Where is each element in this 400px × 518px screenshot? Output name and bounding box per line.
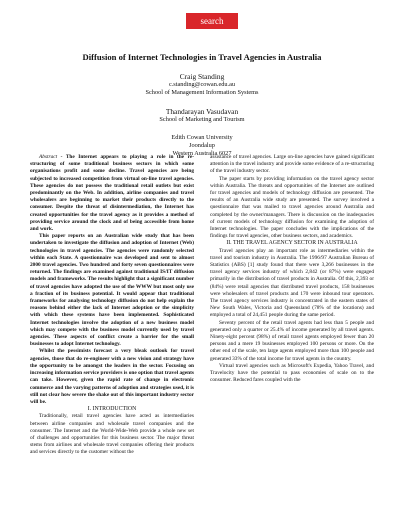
abstract-paragraph-2: This paper reports on an Australian wide study that has been undertaken to investigate the diffusion and adoption of Internet (Web) technologies in travel agencies. The agencies were randomly selected within each State. A questionnaire was developed and sent to almost 2000 travel agencies. Two hundred and forty seven questionnaires were returned. The findings are examined against traditional IS/IT diffusion models and frameworks. The results highlight that a significant number of travel agencies have adopted the use of the WWW but most only use a fraction of its business potential. It would appear that traditional frameworks for analysing technology diffusion do not help explain the reasons behind either the lack of Internet adoption or the simplicity with which these systems have been implemented. Sophisticated Internet technologies involve the adoption of a new business model which may compete with the business model currently used by travel agencies. These aspects of conflict create a barrier for the small businesses to adopt Internet technology.: [30, 233, 194, 348]
author-block-1: [30, 72, 374, 97]
institution-region: Western Australia 6027: [172, 150, 232, 157]
abstract-label: Abstract: [39, 154, 58, 160]
author-name-1: Craig Standing: [179, 72, 225, 81]
author-affiliation-2: School of Marketing and Tourism: [159, 116, 245, 123]
author-block-2: [30, 107, 374, 124]
section-heading-introduction: I. INTRODUCTION: [87, 406, 137, 413]
abstract-text-1: - The Internet appears to playing a role in the re-structuring of some traditional business sectors in which some organisations profit and some decline. Travel agencies are being subjected to increased competition from virtual on-line travel agencies. These agencies do not possess the traditional retail outlets but exist predominantly on the Web. In addition, airline companies and travel wholesalers are beginning to market their products directly to the consumer. Despite the threat of disintermediation, the Internet has created opportunities for the travel agency as it provides a method of providing service around the clock and of being accessible from home and work.: [30, 154, 194, 233]
paper-page: [30, 52, 374, 456]
right-paragraph-2: The paper starts by providing information on the travel agency sector within Australia. The threats and opportunities of the Internet are outlined for travel agencies and models of technology diffusion are presented. The results of an Australia wide study are presented. The survey involved a questionnaire that was mailed to travel agencies around Australia and completed by the owner/managers. There is discussion on the inadequacies of current models of technology diffusion for examining the adoption of Internet technologies. The paper concludes with the implications of the findings for travel agencies, other business sectors, and academics.: [210, 175, 374, 240]
author-affiliation-1: School of Management Information Systems: [145, 89, 259, 96]
paper-title: Diffusion of Internet Technologies in Travel Agencies in Australia: [82, 52, 322, 62]
search-button[interactable]: search: [186, 13, 238, 29]
abstract-paragraph-3: Whilst the pessimists forecast a very bleak outlook for travel agencies, those that do re-engineer with a new vision and strategy have the opportunity to be amongst the leaders in the sector. Focusing on increasing information service providers is one option that travel agents can take. However, given the rapid rate of change in electronic commerce and the varying patterns of adoption and strategies used, it is still not clear how severe the shake out of this important industry sector will be.: [30, 348, 194, 405]
left-column: [30, 154, 194, 457]
section-heading-travel-agency-sector: II. THE TRAVEL AGENCY SECTOR IN AUSTRALIA: [226, 240, 358, 247]
right-column: [210, 154, 374, 385]
right-paragraph-5: Virtual travel agencies such as Microsoft's Expedia, Yahoo Travel, and Travelocity have the potential to pass economies of scale on to the consumer. Reduced fares coupled with the: [210, 362, 374, 384]
right-paragraph-4: Seventy percent of the retail travel agents had less than 5 people and generated only a quarter or 25.4% of income generated by all travel agents. Ninety-eight percent (98%) of retail travel agents employed fewer than 20 persons and a mere 19 businesses employed 100 persons or more. On the other end of the scale, ten large agents employed more than 100 people and generated 33% of the total income for travel agents in the country.: [210, 319, 374, 362]
institution-name: Edith Cowan University: [171, 134, 233, 141]
institution-city: Joondalup: [189, 142, 215, 149]
right-paragraph-3: Travel agencies play an important role as intermediaries within the travel and tourism industry in Australia. The 1996/97 Australian Bureau of Statistics (ABS) [1] study found that there were 3,266 businesses in the travel agency services industry of which 2,842 (or 87%) were engaged primarily in the distribution of travel products in Australia. Of this, 2,393 or (84%) were retail agencies that distributed travel products, 158 businesses were wholesalers of travel products and 170 were inbound tour operators. The travel agency services industry is concentrated in the eastern states of New South Wales, Victoria and Queensland (78% of the locations) and employed a total of 24,451 people during the same period.: [210, 247, 374, 319]
author-name-2: Thandarayan Vasudavan: [165, 107, 239, 116]
right-paragraph-1: assistance of travel agencies. Large on-line agencies have gained significant attention in the travel industry and provide some evidence of a re-structuring of the travel industry sector.: [210, 154, 374, 175]
author-email-1[interactable]: c.standing@cowan.edu.au: [168, 81, 236, 88]
intro-paragraph-1: Traditionally, retail travel agencies have acted as intermediaries between airline companies and wholesale travel companies and the consumer. The Internet and the World-Wide-Web provide a whole new set of challenges and opportunities for this business sector. The major threat stems from airlines and wholesale travel companies offering their products and services directly to the customer without the: [30, 413, 194, 456]
abstract-paragraph-1: [30, 154, 194, 233]
